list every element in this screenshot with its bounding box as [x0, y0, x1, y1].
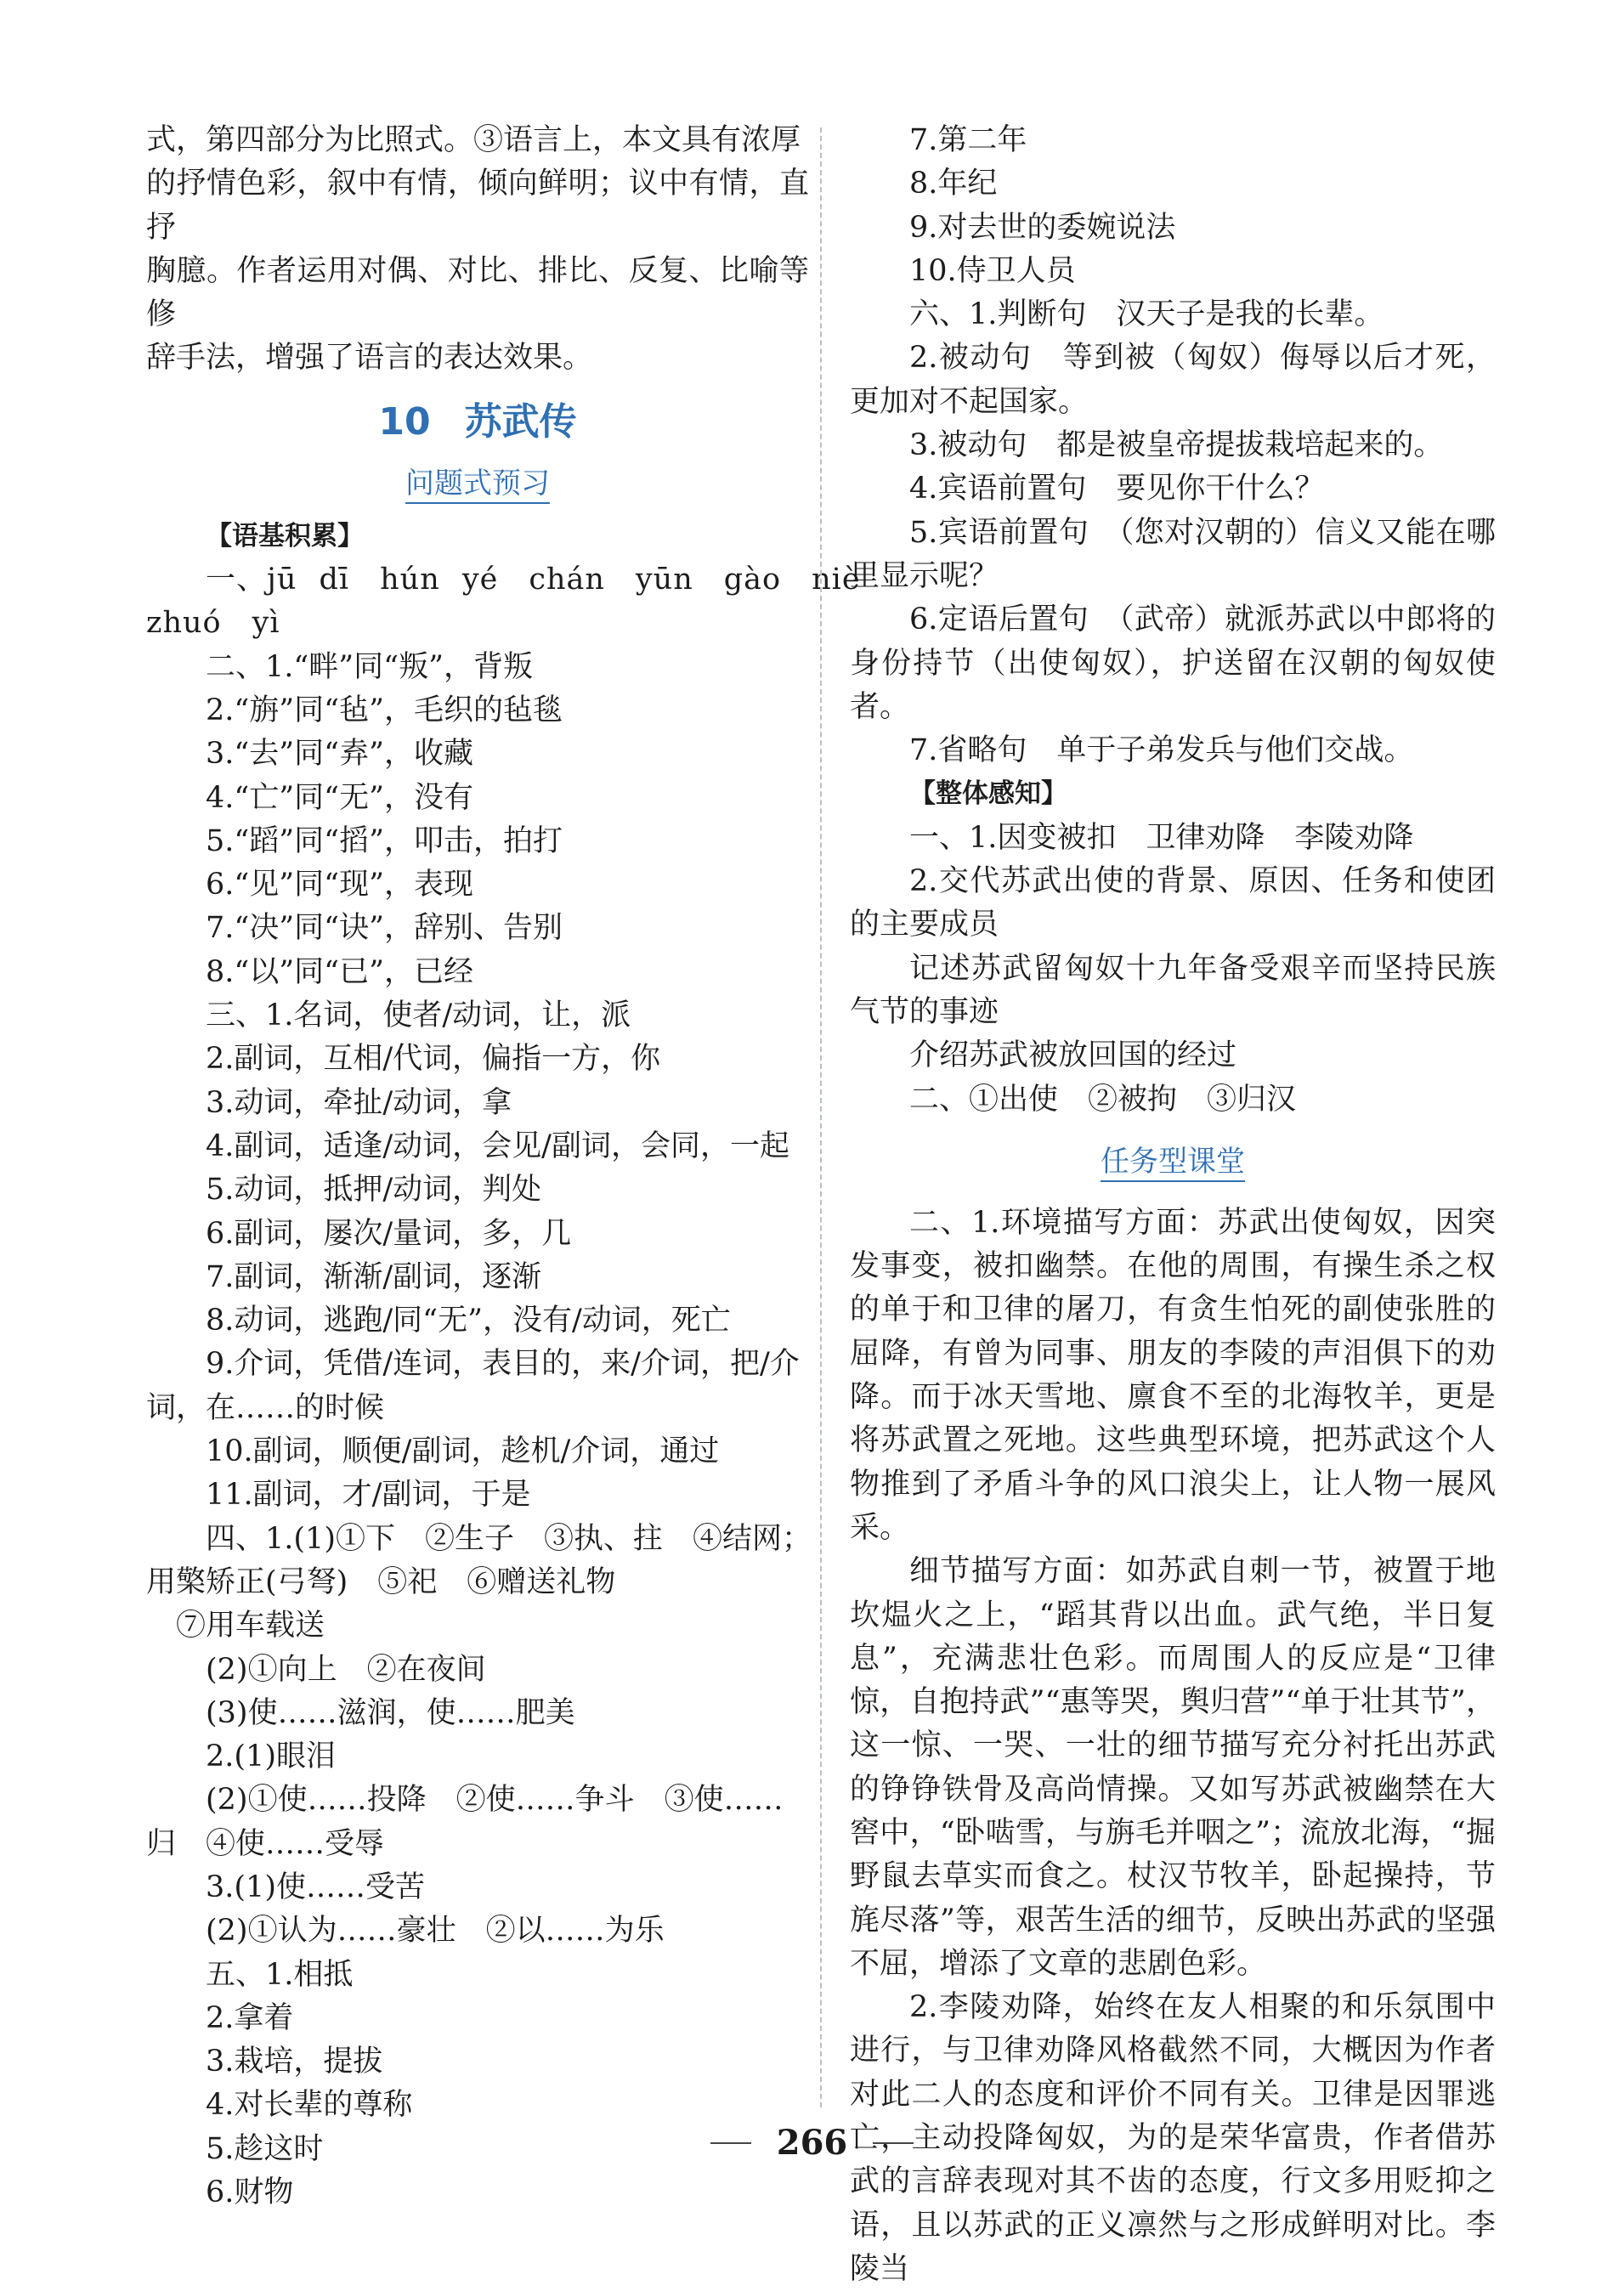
answer-line: 8.“以”同“已”，已经 — [206, 954, 473, 989]
answer-line: 六、1.判断句 汉天子是我的长辈。 — [909, 297, 1384, 332]
column-divider — [820, 127, 822, 2107]
pinyin-line: zhuó yì — [146, 606, 280, 641]
answer-line: 词，在……的时候 — [146, 1390, 385, 1425]
answer-group-wu — [146, 1954, 809, 2215]
pinyin-line: 一、jū dī hún yé chán yūn gào niè — [206, 563, 861, 597]
answer-line: ⑦用车载送 — [176, 1609, 325, 1643]
answer-line: 2.“旃”同“毡”，毛织的毡毯 — [206, 693, 563, 727]
answer-line: (2)①向上 ②在夜间 — [206, 1652, 486, 1687]
answer-line: 2.(1)眼泪 — [206, 1739, 336, 1774]
answer-line: 四、1.(1)①下 ②生子 ③执、拄 ④结网； — [206, 1521, 812, 1556]
answer-group-si — [146, 1518, 812, 1954]
answer-line: 7.“决”同“诀”，辞别、告别 — [206, 911, 563, 946]
answer-line: 3.“去”同“弆”，收藏 — [206, 737, 473, 772]
answer-line: 一、1.因变被扣 卫律劝降 李陵劝降 — [909, 820, 1414, 855]
lesson-name: 苏武传 — [464, 399, 577, 444]
answer-line: 10.侍卫人员 — [909, 253, 1076, 288]
answer-line: 6.“见”同“现”，表现 — [206, 868, 473, 902]
answer-line: 归 ④使……受辱 — [146, 1826, 385, 1861]
answer-line: 7.省略句 单于子弟发兵与他们交战。 — [909, 733, 1414, 768]
answer-line: 二、1.“畔”同“叛”，背叛 — [206, 649, 533, 684]
intro-paragraph — [146, 119, 809, 381]
answer-line: 三、1.名词，使者/动词，让，派 — [206, 998, 631, 1033]
answer-line: 二、①出使 ②被拘 ③归汉 — [909, 1082, 1297, 1117]
answer-line: 五、1.相抵 — [206, 1957, 354, 1992]
answer-paragraph: 6.定语后置句 （武帝）就派苏武以中郎将的身份持节（出使匈奴），护送留在汉朝的匈奴使者。 — [850, 602, 1496, 724]
answer-paragraph: 2.交代苏武出使的背景、原因、任务和使团的主要成员 — [850, 864, 1496, 942]
subheading-vocabulary: 【语基积累】 — [206, 520, 364, 552]
answer-line: 8.动词，逃跑/同“无”，没有/动词，死亡 — [206, 1304, 731, 1338]
answer-line: 9.对去世的委婉说法 — [909, 210, 1176, 245]
answer-line: (2)①使……投降 ②使……争斗 ③使…… — [206, 1783, 784, 1818]
answer-paragraph: 二、1.环境描写方面：苏武出使匈奴，因突发事变，被扣幽禁。在他的周围，有操生杀之权的单于和卫律的屠刀，有贪生怕死的副使张胜的屈降，有曾为同事、朋友的李陵的声泪俱下的劝降。而于冰天雪地、廪食不至的北海牧羊，更是将苏武置之死地。这些典型环境，把苏武这个人物推到了矛盾斗争的风口浪尖上，让人物一展风采。 — [850, 1205, 1496, 1545]
answer-paragraph: 记述苏武留匈奴十九年备受艰辛而坚持民族气节的事迹 — [850, 951, 1496, 1029]
answer-line: 4.对长辈的尊称 — [206, 2088, 413, 2123]
footer-dash — [873, 2142, 914, 2144]
answer-paragraph: 5.宾语前置句 （您对汉朝的）信义又能在哪里显示呢？ — [850, 515, 1496, 593]
answer-line: 介绍苏武被放回国的经过 — [909, 1038, 1237, 1073]
page-number: 266 — [776, 2123, 848, 2163]
text-line: 的抒情色彩，叙中有情，倾向鲜明；议中有情，直抒 — [146, 167, 809, 245]
text-line: 辞手法，增强了语言的表达效果。 — [146, 341, 593, 376]
lesson-title — [146, 393, 809, 452]
text-line: 胸臆。作者运用对偶、对比、排比、反复、比喻等修 — [146, 253, 809, 332]
answer-line: 3.动词，牵扯/动词，拿 — [206, 1085, 512, 1120]
section-heading-task: 任务型课堂 — [850, 1122, 1496, 1202]
answer-line: 5.趁这时 — [206, 2131, 324, 2166]
answer-paragraph: 2.被动句 等到被（匈奴）侮辱以后才死，更加对不起国家。 — [850, 341, 1496, 419]
answer-line: 3.(1)使……受苦 — [206, 1870, 425, 1904]
answer-line: (2)①认为……豪壮 ②以……为乐 — [206, 1914, 665, 1949]
answer-line: 8.年纪 — [909, 167, 998, 201]
answer-line: 3.被动句 都是被皇帝提拔栽培起来的。 — [909, 428, 1444, 463]
answer-line: 4.宾语前置句 要见你干什么？ — [909, 472, 1325, 506]
section-heading-preview: 问题式预习 — [146, 452, 809, 515]
answer-group-san — [146, 994, 809, 1518]
answer-line: 4.“亡”同“无”，没有 — [206, 780, 473, 815]
answer-line: 7.第二年 — [909, 123, 1027, 157]
text-line: 式，第四部分为比照式。③语言上，本文具有浓厚 — [146, 123, 801, 157]
answer-paragraph: 2.李陵劝降，始终在友人相聚的和乐氛围中进行，与卫律劝降风格截然不同，大概因为作者对此二人的态度和评价不同有关。卫律是因罪逃亡，主动投降匈奴，为的是荣华富贵，作者借苏武的言辞表现对其不齿的态度，行文多用贬抑之语，且以苏武的正义凛然与之形成鲜明对比。李陵当 — [850, 1990, 1496, 2286]
answer-group-er — [146, 646, 809, 994]
answer-line: 7.副词，渐渐/副词，逐渐 — [206, 1259, 542, 1294]
answer-line: 10.副词，顺便/副词，趁机/介词，通过 — [206, 1434, 720, 1469]
answer-line: 用檠矫正(弓弩) ⑤祀 ⑥赠送礼物 — [146, 1564, 616, 1599]
answer-paragraph: 细节描写方面：如苏武自刺一节，被置于地坎煴火之上，“蹈其背以出血。武气绝，半日复息”，充满悲壮色彩。而周围人的反应是“卫律惊，自抱持武”“惠等哭，舆归营”“单于壮其节”，这一惊、一哭、一壮的细节描写充分衬托出苏武的铮铮铁骨及高尚情操。又如写苏武被幽禁在大窖中，“卧啮雪，与旃毛并咽之”；流放北海，“掘野鼠去草实而食之。杖汉节牧羊，卧起操持，节旄尽落”等，艰苦生活的细节，反映出苏武的坚强不屈，增添了文章的悲剧色彩。 — [850, 1554, 1496, 1981]
answer-line: (3)使……滋润，使……肥美 — [206, 1695, 575, 1730]
footer-dash — [710, 2142, 751, 2144]
answer-line: 5.“蹈”同“搯”，叩击，拍打 — [206, 823, 563, 858]
answer-line: 3.栽培，提拔 — [206, 2045, 383, 2079]
answer-line: 2.副词，互相/代词，偏指一方，你 — [206, 1042, 661, 1077]
answer-line: 2.拿着 — [206, 2000, 294, 2035]
right-column — [850, 119, 1496, 2291]
answer-line: 11.副词，才/副词，于是 — [206, 1478, 531, 1513]
page-footer — [0, 2123, 1624, 2163]
answer-line: 5.动词，抵押/动词，判处 — [206, 1173, 542, 1208]
subheading-overall: 【整体感知】 — [909, 778, 1067, 810]
answer-line: 6.财物 — [206, 2175, 294, 2210]
lesson-number: 10 — [378, 399, 431, 444]
answer-line: 9.介词，凭借/连词，表目的，来/介词，把/介 — [206, 1347, 800, 1382]
answer-line: 6.副词，屡次/量词，多，几 — [206, 1216, 572, 1251]
answer-line: 4.副词，适逢/动词，会见/副词，会同，一起 — [206, 1129, 789, 1163]
